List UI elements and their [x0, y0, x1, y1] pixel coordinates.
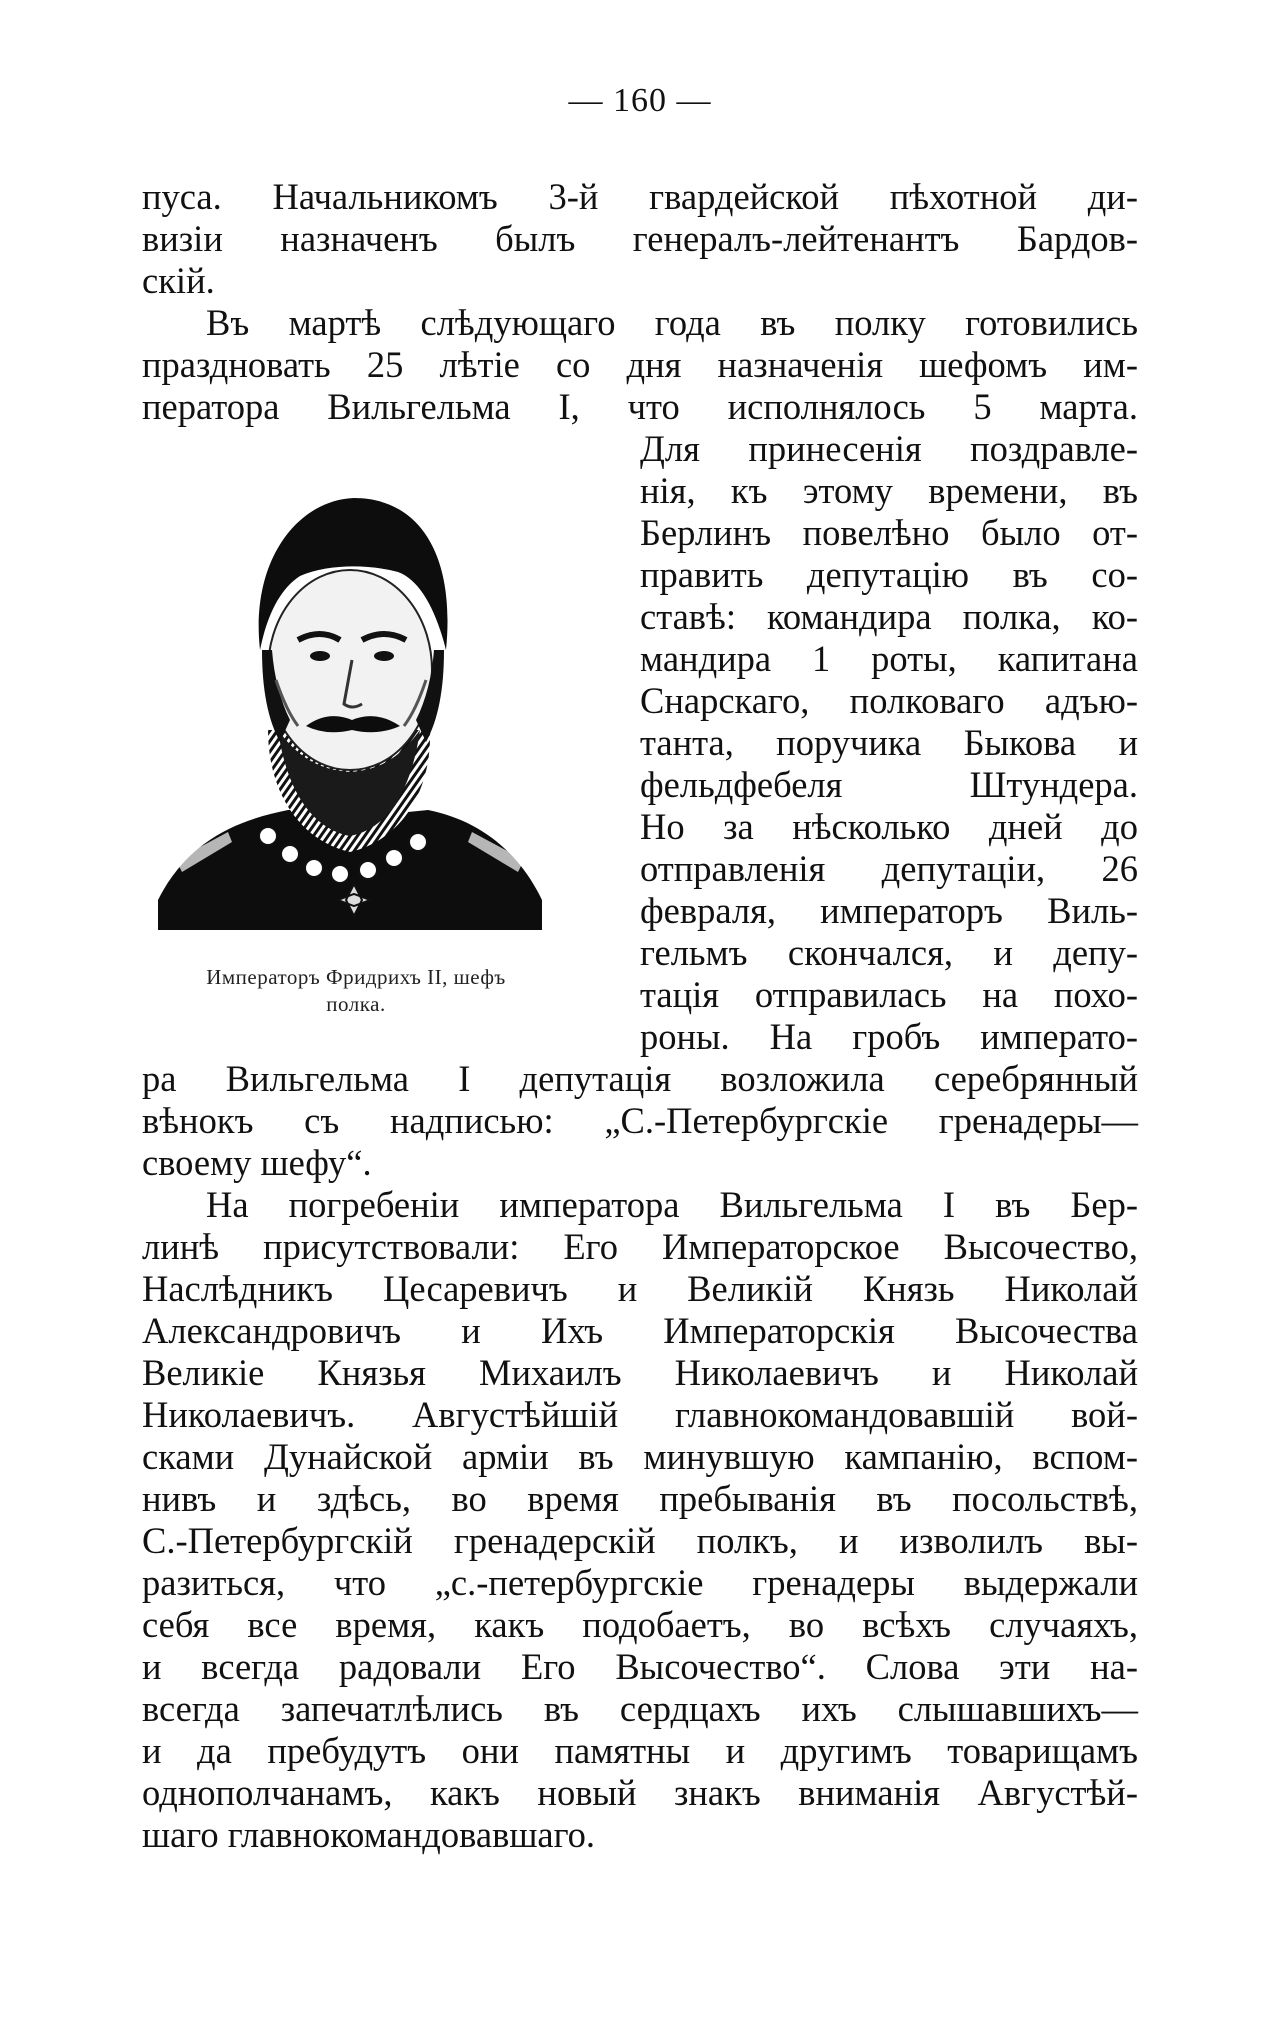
caption-line: Императоръ Фридрихъ II, шефъ — [206, 965, 506, 989]
text-line: шаго главнокомандовавшаго. — [142, 1814, 596, 1855]
text-line: февраля, императоръ Виль- — [640, 890, 1138, 931]
text-line: Для принесенія поздравле- — [640, 428, 1138, 469]
text-line: и да пребудутъ они памятны и другимъ товарищамъ — [142, 1730, 1138, 1771]
caption-line: полка. — [326, 992, 386, 1016]
text-line: сками Дунайской арміи въ минувшую кампанію, вспом- — [142, 1436, 1138, 1477]
text-line: править депутацію въ со- — [640, 554, 1138, 595]
text-line: ператора Вильгельма I, что исполнялось 5 марта. — [142, 386, 1138, 427]
text-line: однополчанамъ, какъ новый знакъ вниманія Августѣй- — [142, 1772, 1138, 1813]
text-line: Великіе Князья Михаилъ Николаевичъ и Николай — [142, 1352, 1138, 1393]
text-line: гельмъ скончался, и депу- — [640, 932, 1138, 973]
emperor-portrait — [158, 480, 542, 930]
text-line: пуса. Начальникомъ 3-й гвардейской пѣхотной ди- — [142, 176, 1138, 217]
text-line: своему шефу“. — [142, 1142, 372, 1183]
text-line: Снарскаго, полковаго адъю- — [640, 680, 1138, 721]
text-line: фельдфебеля Штундера. — [640, 764, 1138, 805]
text-line: Берлинъ повелѣно было от- — [640, 512, 1138, 553]
text-line: Николаевичъ. Августѣйшій главнокомандовавшій вой- — [142, 1394, 1138, 1435]
text-line: ра Вильгельма I депутація возложила серебрянный — [142, 1058, 1138, 1099]
text-line: праздновать 25 лѣтіе со дня назначенія шефомъ им- — [142, 344, 1138, 385]
text-line: отправленія депутаціи, 26 — [640, 848, 1138, 889]
text-line: вѣнокъ съ надписью: „С.-Петербургскіе гренадеры— — [142, 1100, 1138, 1141]
text-line: и всегда радовали Его Высочество“. Слова эти на- — [142, 1646, 1138, 1687]
text-line: разиться, что „с.-петербургскіе гренадеры выдержали — [142, 1562, 1138, 1603]
text-line: себя все время, какъ подобаетъ, во всѣхъ случаяхъ, — [142, 1604, 1138, 1645]
text-line: скій. — [142, 260, 215, 301]
text-line: Наслѣдникъ Цесаревичъ и Великій Князь Николай — [142, 1268, 1138, 1309]
text-line: роны. На гробъ императо- — [640, 1016, 1138, 1057]
text-line: нія, къ этому времени, въ — [640, 470, 1138, 511]
page-number: — 160 — — [568, 82, 712, 119]
text-line: ставѣ: командира полка, ко- — [640, 596, 1138, 637]
text-line: Но за нѣсколько дней до — [640, 806, 1138, 847]
text-line: мандира 1 роты, капитана — [640, 638, 1138, 679]
text-line: тація отправилась на похо- — [640, 974, 1138, 1015]
portrait-caption — [150, 964, 562, 1018]
text-line: нивъ и здѣсь, во время пребыванія въ посольствѣ, — [142, 1478, 1138, 1519]
text-line: Александровичъ и Ихъ Императорскія Высочества — [142, 1310, 1138, 1351]
text-line: С.-Петербургскій гренадерскій полкъ, и изволилъ вы- — [142, 1520, 1138, 1561]
text-line: всегда запечатлѣлись въ сердцахъ ихъ слышавшихъ— — [142, 1688, 1138, 1729]
text-line: визіи назначенъ былъ генералъ-лейтенантъ Бардов- — [142, 218, 1138, 259]
text-line: танта, поручика Быкова и — [640, 722, 1138, 763]
text-line: Въ мартѣ слѣдующаго года въ полку готовились — [206, 302, 1138, 343]
text-line: На погребеніи императора Вильгельма I въ Бер- — [206, 1184, 1138, 1225]
text-line: линѣ присутствовали: Его Императорское Высочество, — [142, 1226, 1138, 1267]
